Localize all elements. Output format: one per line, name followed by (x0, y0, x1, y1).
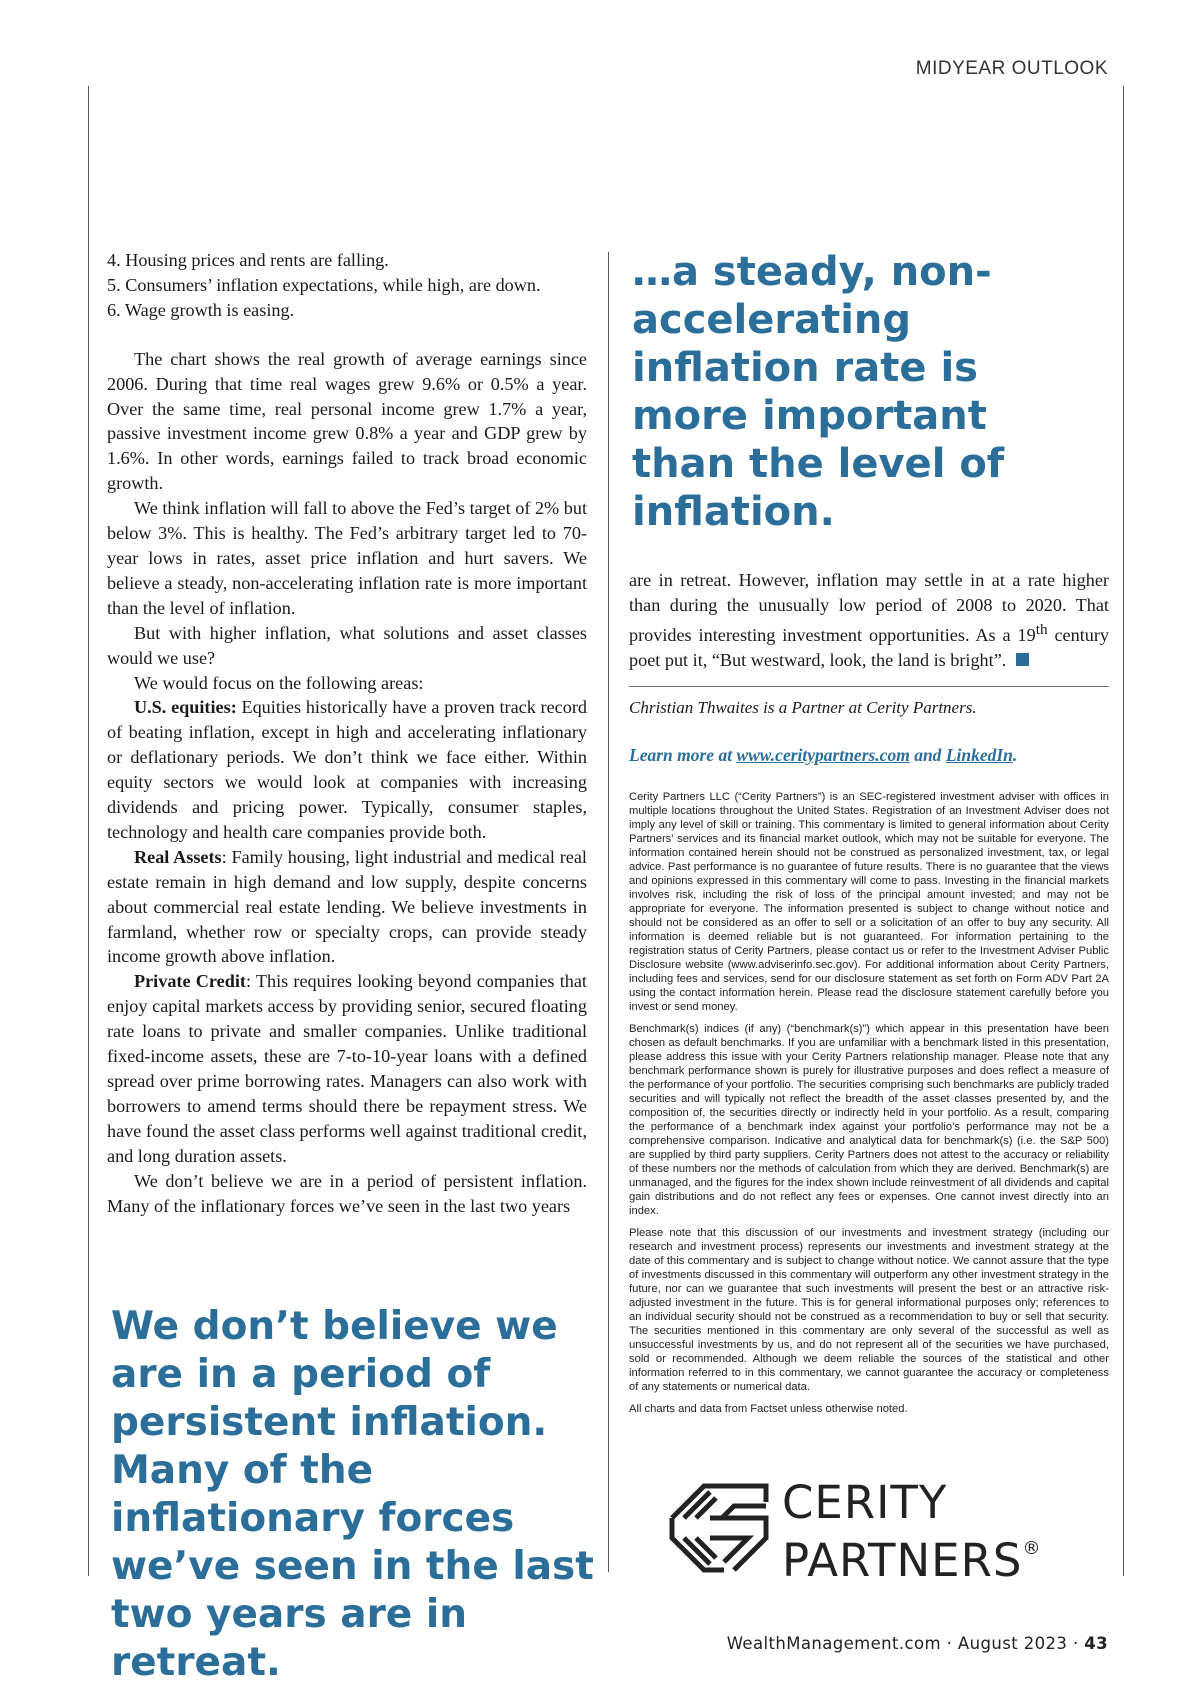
section-header: MIDYEAR OUTLOOK (915, 58, 1108, 79)
right-rule (1123, 86, 1124, 1576)
lead-real-assets: Real Assets (134, 846, 222, 867)
pull-quote-top: …a steady, non-accelerating inflation rate is more important than the level of inflation. (632, 249, 1005, 535)
left-rule (88, 86, 89, 1576)
paragraph-persistent-inflation: We don’t believe we are in a period of persistent inflation. Many of the inflationary forces we’ve seen in the last two years (107, 1170, 587, 1216)
left-column (107, 248, 587, 1218)
disclaimer-paragraph: Please note that this discussion of our investments and investment strategy (including our research and investment process) represents our investments and investment strategy at the date of this commentary and is subject to change without notice. We cannot assure that the type of investments discussed in this commentary will outperform any other investment strategy in the future, nor can we guarantee that such investments will present the best or an attractive risk-adjusted investment in the future. This is for general informational purposes only; references to an individual security should not be construed as a recommendation to buy or sell that security. The securities mentioned in this commentary are only several of the successful as well as unsuccessful investments by us, and do not represent all of the securities we have purchased, sold or recommended. Although we deem reliable the sources of the statistical and other information referred to in this commentary, we cannot guarantee the accuracy or completeness of any statements or numerical data. (629, 1227, 1109, 1393)
disclaimer-paragraph: Benchmark(s) indices (if any) (“benchmark(s)”) which appear in this presentation have been chosen as default benchmarks. If you are unfamiliar with a benchmark listed in this presentation, please address this issue with your Cerity Partners relationship manager. Please note that any benchmark performance shown is purely for illustrative purposes and does reflect a measure of the performance of your portfolio. The securities comprising such benchmarks are publicly traded securities and will typically not reflect the breadth of the asset classes presented by, and the composition of, the securities directly or indirectly held in your portfolio. As a result, comparing the performance of a benchmark index against your portfolio’s performance may not be a comprehensive comparison. Indicative and analytical data for benchmark(s) (i.e. the S&P 500) are supplied by third party suppliers. Cerity Partners does not attest to the accuracy or reliability of these numbers nor the methods of calculation from which they are derived. Benchmark(s) are unmanaged, and the figures for the index shown include reinvestment of all dividends and capital gain distributions and do not reflect any fees or expenses. One cannot invest directly into an index. (629, 1023, 1109, 1217)
middle-rule (608, 252, 609, 1572)
paragraph-chart: The chart shows the real growth of average earnings since 2006. During that time real wages grew 9.6% or 0.5% a year. Over the same time, real personal income grew 1.7% a year, passive investment income grew 0.8% a year and GDP grew by 1.6%. In other words, earnings failed to track broad economic growth. (107, 348, 587, 494)
list-item: 5. Consumers’ inflation expectations, while high, are down. (107, 274, 541, 295)
paragraph-private-credit: Private Credit: This requires looking beyond companies that enjoy capital markets access by providing senior, secured floating rate loans to private and smaller companies. Unlike traditional fixed-income assets, these are 7-to-10-year loans with a defined spread over prime borrowing rates. Managers can also work with borrowers to amend terms should there be repayment stress. We have found the asset class performs well against traditional credit, and long duration assets. (107, 971, 587, 1166)
logo-wordmark: CERITY PARTNERS® (782, 1476, 1042, 1587)
disclaimer-paragraph: All charts and data from Factset unless otherwise noted. (629, 1403, 908, 1415)
cerity-logo-icon (664, 1478, 774, 1578)
paragraph-us-equities: U.S. equities: Equities historically have a proven track record of beating inflation, except in high and accelerating inflationary or deflationary periods. We don’t think we face either. Within equity sectors we would look at companies with increasing dividends and pricing power. Typically, consumer staples, technology and health care companies provide both. (107, 697, 587, 842)
paragraph-focus: We would focus on the following areas: (134, 672, 424, 693)
end-mark-icon (1016, 653, 1029, 666)
cerity-partners-logo (664, 1476, 1084, 1587)
cerity-website-link[interactable]: www.ceritypartners.com (736, 745, 910, 765)
right-column (629, 568, 1109, 673)
disclaimer-paragraph: Cerity Partners LLC (“Cerity Partners”) is an SEC-registered investment adviser with offices in multiple locations throughout the United States. Registration of an Investment Adviser does not imply any level of skill or training. This commentary is limited to general information about Cerity Partners’ services and its financial market outlook, which may not be suitable for everyone. The information contained herein should not be construed as personalized investment, tax, or legal advice. Past performance is no guarantee of future results. There is no guarantee that the views and opinions expressed in this commentary will come to pass. Investing in the financial markets involves risk, including the risk of loss of the principal amount invested; and may not be appropriate for everyone. The information presented is subject to change without notice and should not be considered as an offer to sell or a solicitation of an offer to buy any security. All information is deemed reliable but is not guaranteed. For information pertaining to the registration status of Cerity Partners, please contact us or refer to the Investment Adviser Public Disclosure website (www.adviserinfo.sec.gov). For additional information about Cerity Partners, including fees and services, send for our disclosure statement as set forth on Form ADV Part 2A using the contact information herein. Please read the disclosure statement carefully before you invest or send money. (629, 791, 1109, 1013)
list-item: 4. Housing prices and rents are falling. (107, 250, 389, 270)
disclaimer (629, 790, 1109, 1424)
learn-more: Learn more at www.ceritypartners.com and LinkedIn. (629, 745, 1018, 765)
page-number: 43 (1084, 1634, 1108, 1653)
lead-us-equities: U.S. equities: (134, 697, 237, 718)
page-footer: WealthManagement.com · August 2023 · 43 (726, 1634, 1108, 1653)
lead-private-credit: Private Credit (134, 971, 246, 992)
pull-quote-bottom: We don’t believe we are in a period of persistent inflation. Many of the inflationary forces we’ve seen in the last two years are in retreat. (111, 1304, 594, 1685)
author-bio: Christian Thwaites is a Partner at Cerity Partners. (629, 698, 977, 717)
paragraph-question: But with higher inflation, what solutions and asset classes would we use? (107, 622, 587, 668)
paragraph-real-assets: Real Assets: Family housing, light industrial and medical real estate remain in high demand and low supply, despite concerns about commercial real estate lending. We believe investments in farmland, whether row or specialty crops, can provide steady income growth above inflation. (107, 846, 587, 967)
divider (629, 686, 1109, 687)
paragraph-retreat: are in retreat. However, inflation may settle in at a rate higher than during the unusually low period of 2008 to 2020. That provides interesting investment opportunities. As a 19th century poet put it, “But westward, look, the land is bright”. (629, 570, 1109, 670)
linkedin-link[interactable]: LinkedIn (945, 745, 1013, 765)
paragraph-fed-target: We think inflation will fall to above the Fed’s target of 2% but below 3%. This is healthy. The Fed’s arbitrary target led to 70-year lows in rates, asset price inflation and hurt savers. We believe a steady, non-accelerating inflation rate is more important than the level of inflation. (107, 498, 587, 618)
list-item: 6. Wage growth is easing. (107, 299, 295, 320)
